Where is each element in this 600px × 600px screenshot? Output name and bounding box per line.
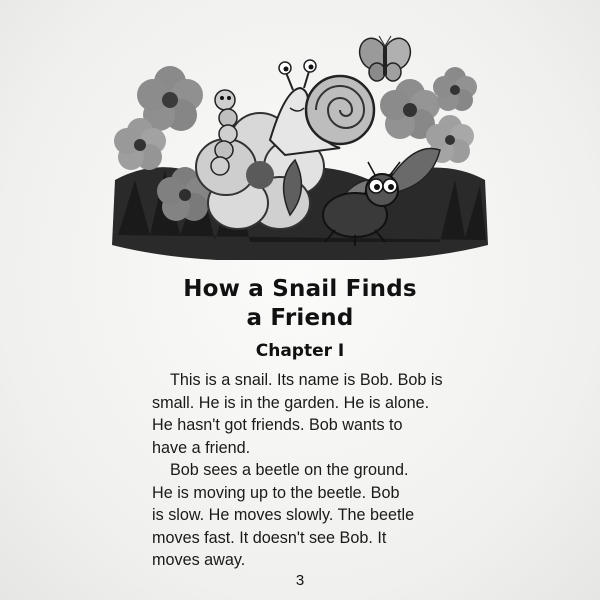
text-line: He is moving up to the beetle. Bob xyxy=(152,483,400,502)
page-number: 3 xyxy=(295,572,305,589)
story-title-line-2: a Friend xyxy=(246,305,354,331)
paragraph-2 xyxy=(152,459,464,572)
text-line: is slow. He moves slowly. The beetle xyxy=(152,506,415,525)
text-line: This is a snail. Its name is Bob. Bob is xyxy=(170,371,443,389)
text-line: moves fast. It doesn't see Bob. It xyxy=(152,528,387,547)
butterfly-icon xyxy=(355,35,414,81)
story-title-line-1: How a Snail Finds xyxy=(183,276,417,302)
text-line: moves away. xyxy=(152,551,246,570)
text-line: small. He is in the garden. He is alone. xyxy=(152,393,430,412)
garden-illustration xyxy=(110,30,490,260)
text-line: have a friend. xyxy=(152,438,251,457)
snail-icon xyxy=(270,60,374,155)
paragraph-1 xyxy=(152,369,464,459)
chapter-heading: Chapter I xyxy=(255,341,345,361)
text-line: He hasn't got friends. Bob wants to xyxy=(152,416,403,435)
text-line: Bob sees a beetle on the ground. xyxy=(170,461,409,479)
